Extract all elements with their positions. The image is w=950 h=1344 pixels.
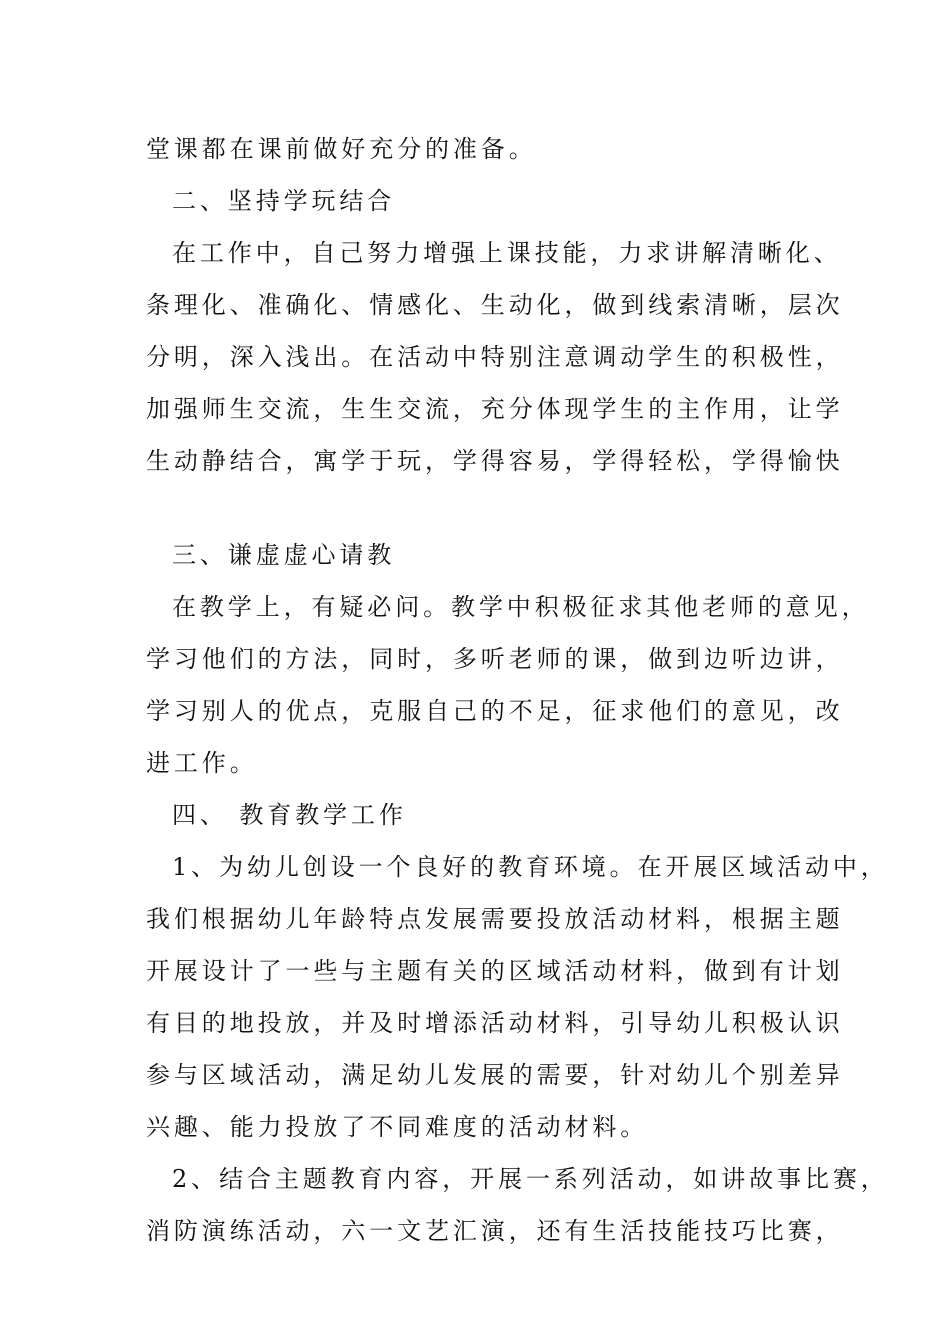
text-line-11: 学习别人的优点，克服自己的不足，征求他们的意见，改 bbox=[146, 697, 844, 725]
text-line-16: 开展设计了一些与主题有关的区域活动材料，做到有计划 bbox=[146, 957, 844, 985]
section-heading-4: 四、 教育教学工作 bbox=[172, 801, 407, 829]
text-line-9: 在教学上，有疑必问。教学中积极征求其他老师的意见， bbox=[172, 593, 870, 621]
text-line-14: 1、为幼儿创设一个良好的教育环境。在开展区域活动中， bbox=[172, 853, 889, 881]
text-line-20: 2、结合主题教育内容，开展一系列活动，如讲故事比赛， bbox=[172, 1165, 889, 1193]
text-line-21: 消防演练活动，六一文艺汇演，还有生活技能技巧比赛， bbox=[146, 1217, 844, 1245]
section-heading-2: 二、坚持学玩结合 bbox=[172, 187, 396, 215]
text-line-3: 在工作中，自己努力增强上课技能，力求讲解清晰化、 bbox=[172, 239, 842, 267]
text-line-1: 堂课都在课前做好充分的准备。 bbox=[146, 135, 537, 163]
text-line-5: 分明，深入浅出。在活动中特别注意调动学生的积极性， bbox=[146, 343, 844, 371]
text-line-4: 条理化、准确化、情感化、生动化，做到线索清晰，层次 bbox=[146, 291, 844, 319]
text-line-12: 进工作。 bbox=[146, 749, 258, 777]
text-line-19: 兴趣、能力投放了不同难度的活动材料。 bbox=[146, 1113, 649, 1141]
text-line-17: 有目的地投放，并及时增添活动材料，引导幼儿积极认识 bbox=[146, 1009, 844, 1037]
text-line-7: 生动静结合，寓学于玩，学得容易，学得轻松，学得愉快 bbox=[146, 447, 844, 475]
text-line-10: 学习他们的方法，同时，多听老师的课，做到边听边讲， bbox=[146, 645, 844, 673]
text-line-15: 我们根据幼儿年龄特点发展需要投放活动材料，根据主题 bbox=[146, 905, 844, 933]
text-line-6: 加强师生交流，生生交流，充分体现学生的主作用，让学 bbox=[146, 395, 844, 423]
section-heading-3: 三、谦虚虚心请教 bbox=[172, 541, 396, 569]
text-line-18: 参与区域活动，满足幼儿发展的需要，针对幼儿个别差异 bbox=[146, 1061, 844, 1089]
